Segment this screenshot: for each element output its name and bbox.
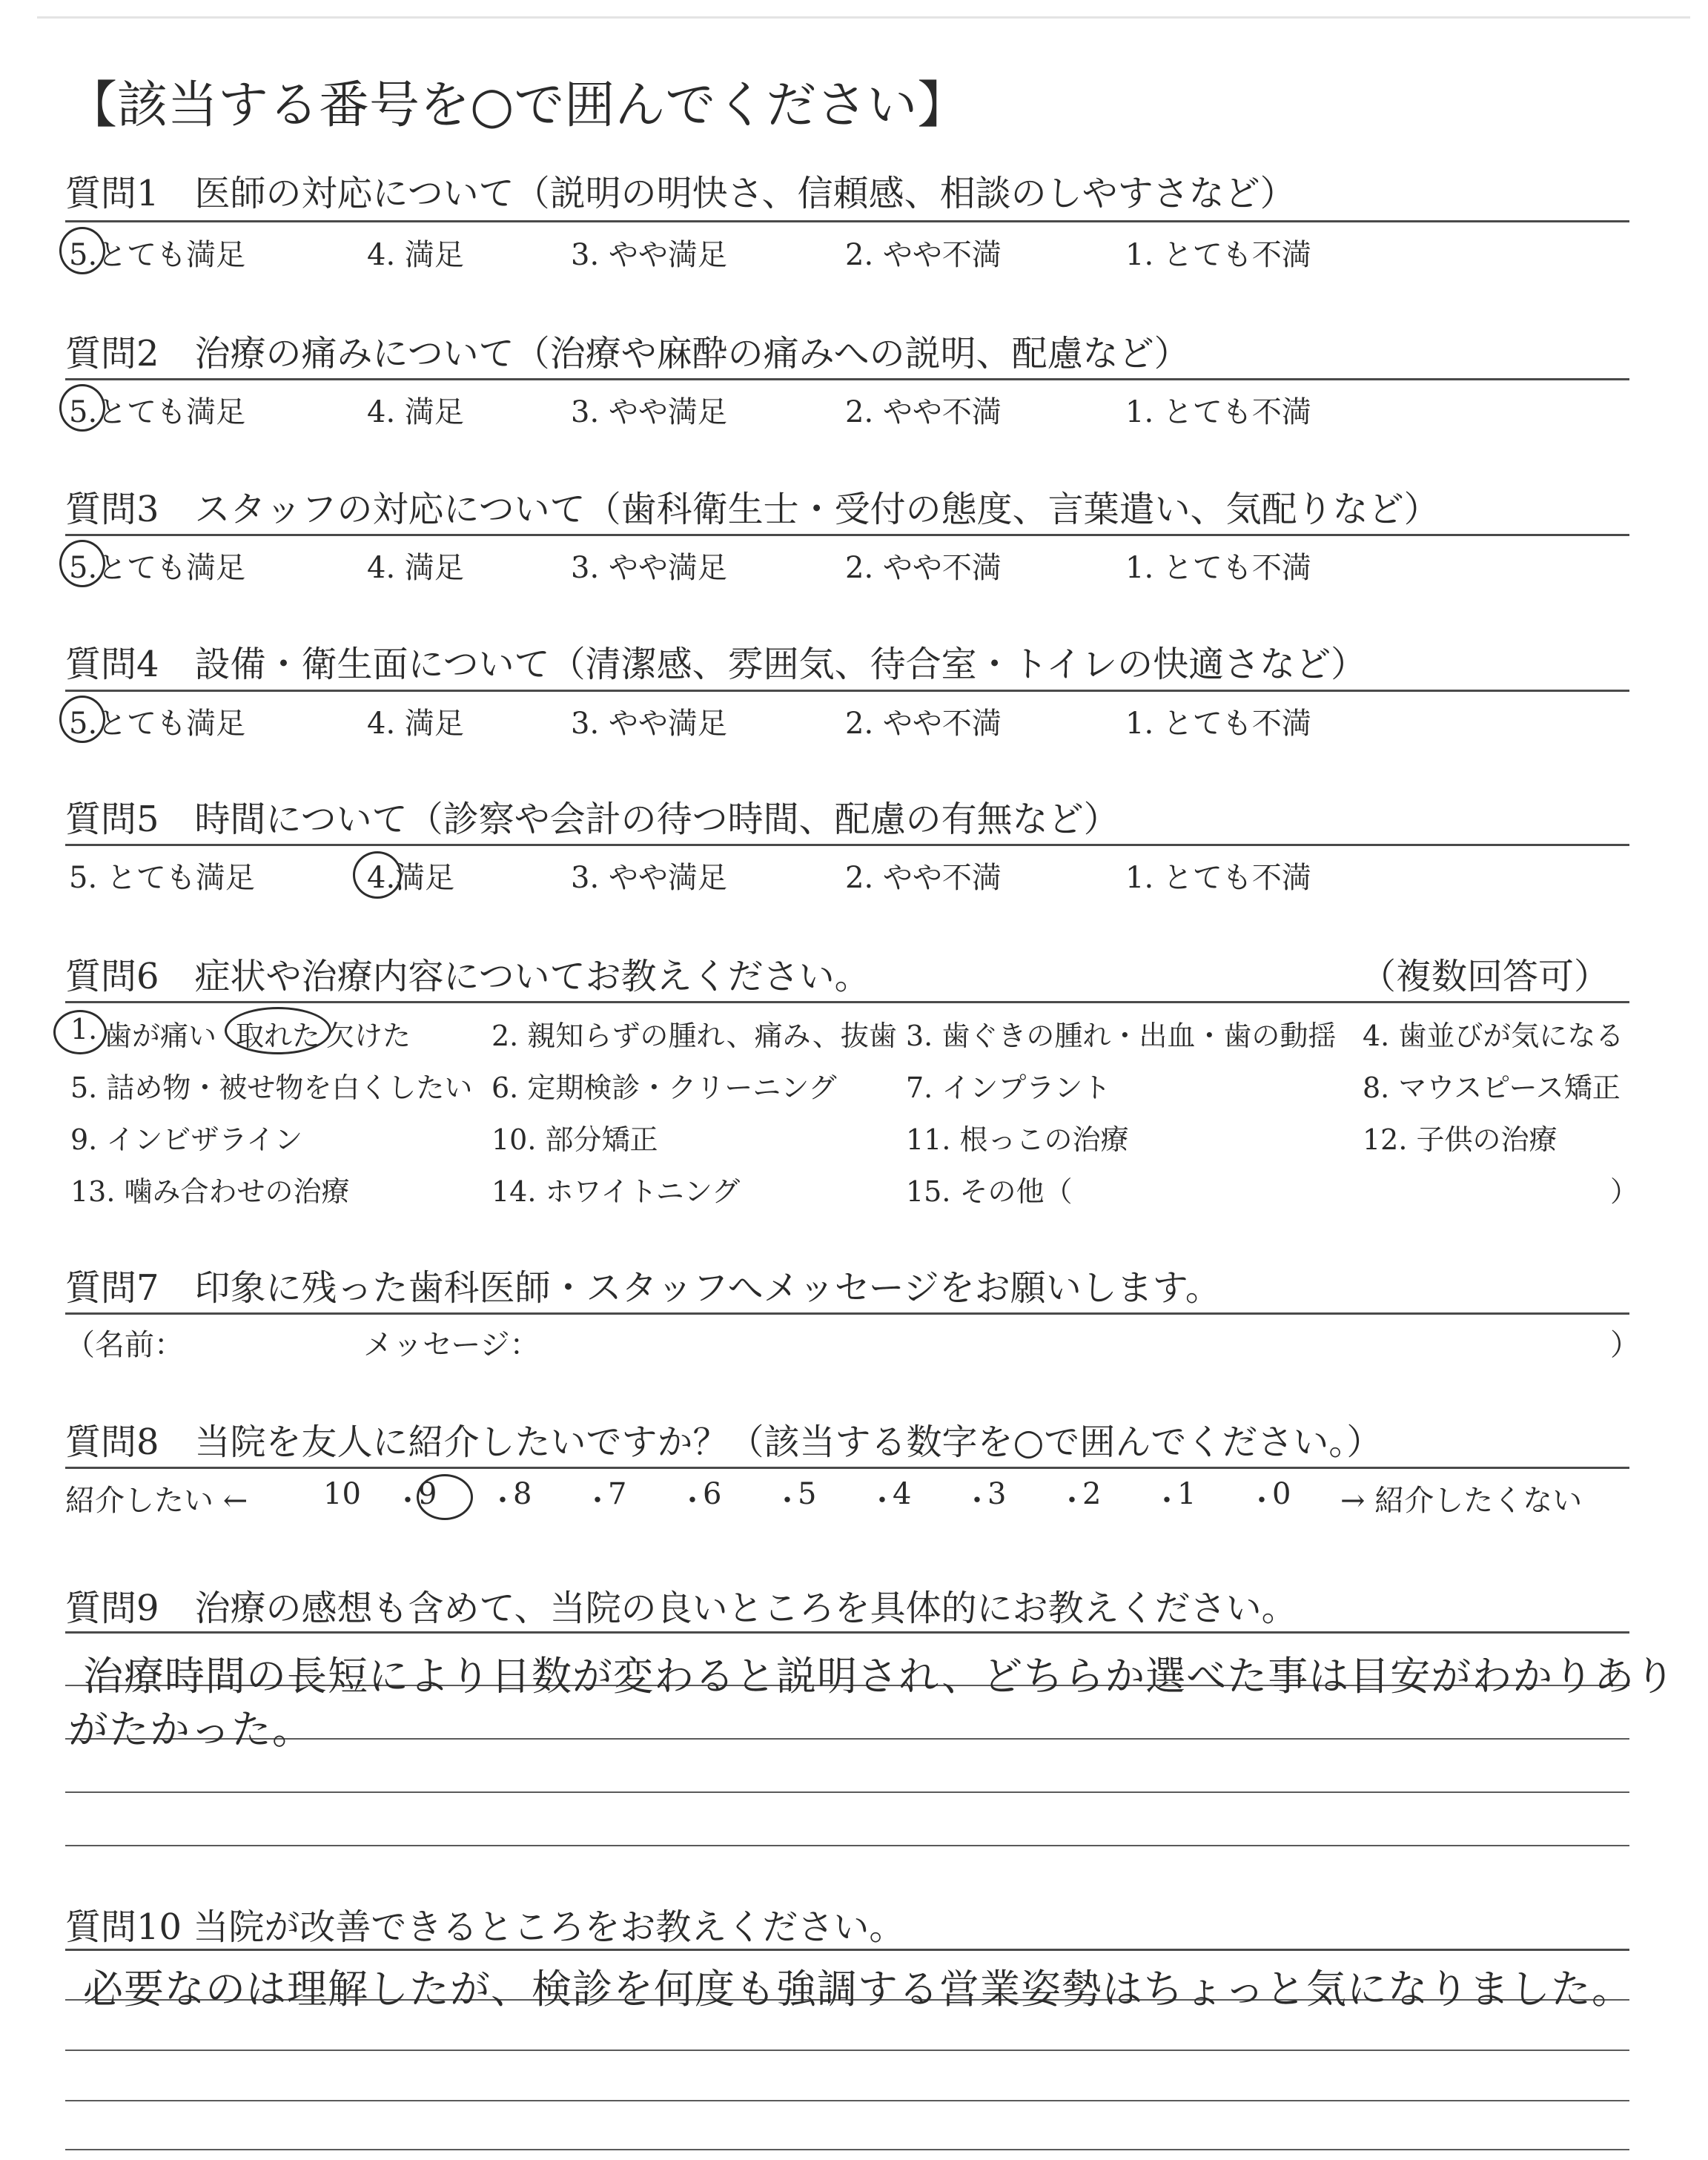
question-7-label: 質問7 印象に残った歯科医師・スタッフへメッセージをお願いします。 xyxy=(65,1267,1221,1309)
q8-scale-10[interactable]: 10 xyxy=(323,1477,361,1511)
q8-scale-0[interactable]: 0 xyxy=(1272,1477,1291,1511)
q8-scale-separator: ・ xyxy=(488,1484,517,1518)
question-9-rule xyxy=(65,1631,1629,1634)
q5-option-1[interactable]: 1. とても不満 xyxy=(1125,861,1311,895)
question-7-rule xyxy=(65,1312,1629,1315)
q6-item-7[interactable]: 7. インプラント xyxy=(906,1071,1111,1104)
q7-close-paren: ） xyxy=(1610,1328,1640,1362)
q8-scale-separator: ・ xyxy=(962,1484,992,1518)
q8-scale-7[interactable]: 7 xyxy=(608,1477,627,1511)
q8-scale-separator: ・ xyxy=(1057,1484,1087,1518)
q6-item-14[interactable]: 14. ホワイトニング xyxy=(491,1175,741,1208)
q8-selection-circle xyxy=(417,1474,473,1520)
question-10-rule xyxy=(65,1949,1629,1951)
q6-item-1-chipped[interactable]: 欠けた xyxy=(326,1020,411,1052)
q9-answer-line-2[interactable]: がたかった。 xyxy=(68,1706,313,1753)
q9-answer-line-1[interactable]: 治療時間の長短により日数が変わると説明され、どちらか選べた事は目安がわかりあり xyxy=(83,1653,1676,1700)
q8-scale-separator: ・ xyxy=(583,1484,612,1518)
q6-item-8[interactable]: 8. マウスピース矯正 xyxy=(1363,1071,1621,1104)
q6-item-1-toothache[interactable]: 歯が痛い xyxy=(104,1020,217,1052)
q6-item-1-came-off[interactable]: 取れた xyxy=(236,1020,321,1052)
q1-option-1[interactable]: 1. とても不満 xyxy=(1125,238,1311,272)
q2-option-1[interactable]: 1. とても不満 xyxy=(1125,395,1311,429)
q7-message-label: メッセージ： xyxy=(363,1328,540,1362)
q5-option-3[interactable]: 3. やや満足 xyxy=(571,861,727,895)
question-3-rule xyxy=(65,534,1629,536)
q3-option-5[interactable]: 5.とても満足 xyxy=(69,551,246,585)
question-3-label: 質問3 スタッフの対応について（歯科衛生士・受付の態度、言葉遣い、気配りなど） xyxy=(65,489,1440,530)
q1-option-2[interactable]: 2. やや不満 xyxy=(845,238,1002,272)
question-6-rule xyxy=(65,1001,1629,1003)
q6-item-12[interactable]: 12. 子供の治療 xyxy=(1363,1123,1558,1156)
q4-option-1[interactable]: 1. とても不満 xyxy=(1125,707,1311,741)
q3-option-4[interactable]: 4. 満足 xyxy=(367,551,464,585)
q3-selection-circle xyxy=(59,540,105,587)
q8-scale-5[interactable]: 5 xyxy=(798,1477,817,1511)
q4-option-3[interactable]: 3. やや満足 xyxy=(571,707,727,741)
q6-item-15[interactable]: 15. その他（ xyxy=(906,1175,1073,1208)
q8-scale-2[interactable]: 2 xyxy=(1082,1477,1102,1511)
question-4-label: 質問4 設備・衛生面について（清潔感、雰囲気、待合室・トイレの快適さなど） xyxy=(65,644,1367,685)
q8-left-label: 紹介したい ← xyxy=(65,1484,248,1518)
q6-item-6[interactable]: 6. 定期検診・クリーニング xyxy=(491,1071,837,1104)
q8-scale-8[interactable]: 8 xyxy=(513,1477,532,1511)
question-8-label: 質問8 当院を友人に紹介したいですか？（該当する数字を○で囲んでください。） xyxy=(65,1421,1383,1463)
question-10-label: 質問10 当院が改善できるところをお教えください。 xyxy=(65,1906,905,1948)
question-1-rule xyxy=(65,220,1629,222)
q6-item-4[interactable]: 4. 歯並びが気になる xyxy=(1363,1020,1624,1052)
q8-scale-9[interactable]: 9 xyxy=(418,1477,437,1511)
q6-item-10[interactable]: 10. 部分矯正 xyxy=(491,1123,658,1156)
q8-scale-6[interactable]: 6 xyxy=(703,1477,722,1511)
q5-option-5[interactable]: 5. とても満足 xyxy=(69,861,255,895)
q3-option-3[interactable]: 3. やや満足 xyxy=(571,551,727,585)
q2-selection-circle xyxy=(59,384,105,432)
q2-option-5[interactable]: 5.とても満足 xyxy=(69,395,246,429)
q5-option-2[interactable]: 2. やや不満 xyxy=(845,861,1002,895)
question-9-label: 質問9 治療の感想も含めて、当院の良いところを具体的にお教えください。 xyxy=(65,1588,1297,1629)
q1-option-4[interactable]: 4. 満足 xyxy=(367,238,464,272)
q6-item-5[interactable]: 5. 詰め物・被せ物を白くしたい xyxy=(70,1071,473,1104)
question-5-label: 質問5 時間について（診察や会計の待つ時間、配慮の有無など） xyxy=(65,799,1119,840)
q6-item-2[interactable]: 2. 親知らずの腫れ、痛み、抜歯 xyxy=(491,1020,897,1052)
q6-item-11[interactable]: 11. 根っこの治療 xyxy=(906,1123,1129,1156)
q6-item-9[interactable]: 9. インビザライン xyxy=(70,1123,303,1156)
q6-item-15-close-paren: ） xyxy=(1610,1175,1639,1208)
q8-scale-separator: ・ xyxy=(1152,1484,1182,1518)
question-2-rule xyxy=(65,378,1629,380)
q8-right-label: → 紹介したくない xyxy=(1340,1484,1583,1518)
q10-answer-line-1[interactable]: 必要なのは理解したが、検診を何度も強調する営業姿勢はちょっと気になりました。 xyxy=(83,1966,1632,2012)
q9-writing-line-4 xyxy=(65,1845,1629,1846)
q1-option-3[interactable]: 3. やや満足 xyxy=(571,238,727,272)
q8-scale-3[interactable]: 3 xyxy=(987,1477,1007,1511)
q8-scale-4[interactable]: 4 xyxy=(893,1477,912,1511)
page-title: 【該当する番号を○で囲んでください】 xyxy=(67,76,968,135)
q6-came-off-circle xyxy=(225,1007,331,1054)
question-8-rule xyxy=(65,1467,1629,1469)
q2-option-3[interactable]: 3. やや満足 xyxy=(571,395,727,429)
q8-scale-separator: ・ xyxy=(772,1484,802,1518)
q4-selection-circle xyxy=(59,696,105,743)
q4-option-5[interactable]: 5.とても満足 xyxy=(69,707,246,741)
q4-option-4[interactable]: 4. 満足 xyxy=(367,707,464,741)
question-4-rule xyxy=(65,690,1629,692)
question-6-note: （複数回答可） xyxy=(1360,956,1610,997)
q2-option-4[interactable]: 4. 満足 xyxy=(367,395,464,429)
q1-selection-circle xyxy=(59,227,105,274)
q8-scale-separator: ・ xyxy=(393,1484,423,1518)
question-5-rule xyxy=(65,844,1629,846)
question-1-label: 質問1 医師の対応について（説明の明快さ、信頼感、相談のしやすさなど） xyxy=(65,173,1296,214)
q8-scale-separator: ・ xyxy=(678,1484,707,1518)
q6-item-1-circle xyxy=(53,1010,107,1054)
question-6-label: 質問6 症状や治療内容についてお教えください。 xyxy=(65,956,870,997)
q7-name-label: （名前： xyxy=(65,1328,184,1362)
q9-writing-line-3 xyxy=(65,1791,1629,1793)
q4-option-2[interactable]: 2. やや不満 xyxy=(845,707,1002,741)
q3-option-2[interactable]: 2. やや不満 xyxy=(845,551,1002,585)
q10-writing-line-2 xyxy=(65,2050,1629,2051)
question-2-label: 質問2 治療の痛みについて（治療や麻酔の痛みへの説明、配慮など） xyxy=(65,333,1190,374)
q8-scale-1[interactable]: 1 xyxy=(1177,1477,1196,1511)
q5-option-4[interactable]: 4.満足 xyxy=(367,861,455,895)
q10-writing-line-4 xyxy=(65,2149,1629,2150)
q10-writing-line-3 xyxy=(65,2100,1629,2101)
q1-option-5[interactable]: 5.とても満足 xyxy=(69,238,246,272)
q6-item-13[interactable]: 13. 噛み合わせの治療 xyxy=(70,1175,350,1208)
q3-option-1[interactable]: 1. とても不満 xyxy=(1125,551,1311,585)
top-border xyxy=(37,16,1690,19)
q6-item-3[interactable]: 3. 歯ぐきの腫れ・出血・歯の動揺 xyxy=(906,1020,1337,1052)
q8-scale-separator: ・ xyxy=(867,1484,897,1518)
q2-option-2[interactable]: 2. やや不満 xyxy=(845,395,1002,429)
q5-selection-circle xyxy=(353,851,402,899)
q6-item-1-number[interactable]: 1. xyxy=(70,1013,98,1046)
q8-scale-separator: ・ xyxy=(1247,1484,1277,1518)
